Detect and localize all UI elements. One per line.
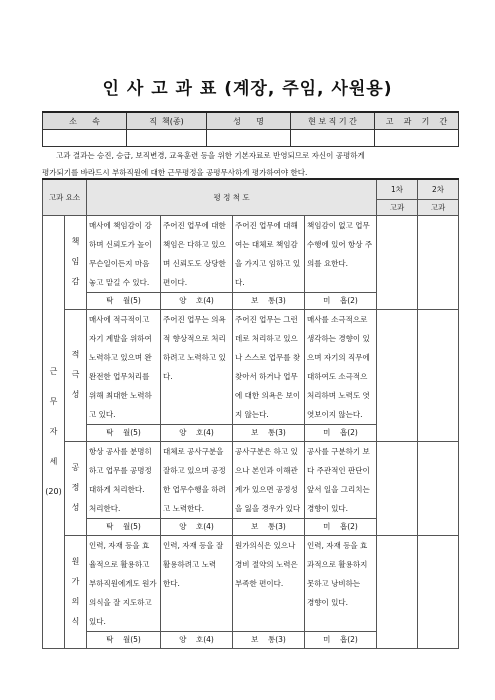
level-desc: 책임감이 없고 업무 수행에 있어 항상 주 의를 요한다. — [305, 215, 377, 292]
item-label-responsibility — [65, 215, 87, 309]
grade-label: 미 흡(2) — [305, 631, 377, 648]
level-desc: 주어진 업무는 의욕 적 향상적으로 처리 하려고 노력하고 있 다. — [161, 309, 233, 424]
header-score-1: 고과 — [377, 199, 418, 215]
item-label-initiative — [65, 309, 87, 441]
grade-label: 양 호(4) — [161, 292, 233, 309]
grade-label: 미 흡(2) — [305, 518, 377, 535]
score-cell-second[interactable] — [418, 309, 459, 441]
item-label-cost-awareness — [65, 535, 87, 648]
score-cell-first[interactable] — [377, 535, 418, 648]
info-header-dept: 소 속 — [43, 112, 127, 130]
category-char: 자 — [49, 426, 58, 436]
level-desc: 주어진 업무는 그런 데로 처리하고 있으 나 스스로 업무를 찾 찾아서 하거나 업무 에 대한 의욕은 보이 지 않는다. — [233, 309, 305, 424]
grade-label: 보 통(3) — [233, 424, 305, 441]
grade-label: 미 흡(2) — [305, 292, 377, 309]
item-char: 극 — [71, 370, 80, 379]
level-desc: 공사를 구분하기 보 다 주관적인 판단이 앞서 일을 그리치는 경향이 있다. — [305, 441, 377, 518]
grade-label: 양 호(4) — [161, 518, 233, 535]
note-line-2: 평가되기를 바라드시 부하직원에 대한 근무평정을 공평무사하게 평가하여야 한다. — [42, 168, 308, 177]
level-desc: 대체로 공사구분을 잘하고 있으며 공정 한 업무수행을 하려 고 노력한다. — [161, 441, 233, 518]
grade-label: 탁 월(5) — [87, 424, 161, 441]
item-char: 감 — [71, 277, 80, 286]
item-label-fairness — [65, 441, 87, 535]
info-header-position: 직 책(종) — [127, 112, 207, 130]
category-char: 세 — [49, 456, 58, 466]
level-desc: 주어진 업무에 대해 여는 대체로 책임감 을 가지고 임하고 있 다. — [233, 215, 305, 292]
level-desc: 항상 공사를 분명히 하고 업무를 공명정 대하게 처리한다. 처리한다. — [87, 441, 161, 518]
header-second: 2차 — [418, 179, 459, 199]
header-first: 1차 — [377, 179, 418, 199]
info-cell-period[interactable] — [375, 130, 459, 147]
level-desc: 인력, 자재 등을 효 율적으로 활용하고 부하직원에게도 원가 의식을 잘 지도하고 있다. — [87, 535, 161, 631]
evaluation-table — [42, 178, 459, 649]
item-char: 원 — [71, 556, 80, 566]
item-char: 임 — [71, 257, 80, 266]
grade-label: 탁 월(5) — [87, 631, 161, 648]
level-desc: 인력, 자재 등을 잘 활용하려고 노력 한다. — [161, 535, 233, 631]
info-header-tenure: 현 보 직 기 간 — [291, 112, 375, 130]
category-weight: (20) — [45, 486, 62, 496]
item-char: 정 — [71, 483, 80, 492]
score-cell-first[interactable] — [377, 441, 418, 535]
grade-label: 양 호(4) — [161, 424, 233, 441]
grade-label: 탁 월(5) — [87, 292, 161, 309]
info-cell-name[interactable] — [207, 130, 291, 147]
grade-label: 양 호(4) — [161, 631, 233, 648]
info-table — [42, 111, 459, 147]
level-desc: 공사구분은 하고 있 으나 본인과 이해관 계가 있으면 공정성 을 잃을 경우가 있다 — [233, 441, 305, 518]
grade-label: 보 통(3) — [233, 631, 305, 648]
grade-label: 보 통(3) — [233, 518, 305, 535]
level-desc: 인력, 자재 등을 효 과적으로 활용하지 못하고 낭비하는 경향이 있다. — [305, 535, 377, 631]
level-desc: 주어진 업무에 대한 책임은 다하고 있으 며 신뢰도도 상당한 편이다. — [161, 215, 233, 292]
note-line-1: 고과 결과는 승진, 승급, 보직변경, 교육훈련 등을 위한 기본자료로 반영되므로 자신이 공평하게 — [56, 151, 365, 160]
info-cell-dept[interactable] — [43, 130, 127, 147]
instruction-note — [42, 147, 458, 181]
header-criteria: 평 정 척 도 — [87, 179, 377, 215]
category-label — [43, 215, 65, 648]
grade-label: 탁 월(5) — [87, 518, 161, 535]
info-cell-position[interactable] — [127, 130, 207, 147]
page-title: 인 사 고 과 표 (계장, 주임, 사원용) — [102, 79, 393, 99]
header-score-2: 고과 — [418, 199, 459, 215]
item-char: 책 — [71, 237, 80, 246]
item-char: 성 — [71, 503, 80, 512]
item-char: 가 — [71, 576, 80, 586]
header-element: 고과 요소 — [43, 179, 87, 215]
score-cell-second[interactable] — [418, 215, 459, 309]
grade-label: 보 통(3) — [233, 292, 305, 309]
score-cell-second[interactable] — [418, 441, 459, 535]
item-char: 적 — [71, 350, 80, 359]
score-cell-first[interactable] — [377, 215, 418, 309]
level-desc: 매사에 책임감이 강 하며 신뢰도가 높이 무슨일이든지 마음 놓고 맡길 수 있다. — [87, 215, 161, 292]
grade-label: 미 흡(2) — [305, 424, 377, 441]
level-desc: 매사에 적극적이고 자기 계발을 위하여 노력하고 있으며 완 완전한 업무처리를 위해 최대한 노력하 고 있다. — [87, 309, 161, 424]
item-char: 식 — [71, 616, 80, 626]
level-desc: 원가의식은 있으나 경비 절약의 노력은 부족한 편이다. — [233, 535, 305, 631]
item-char: 공 — [71, 463, 80, 472]
score-cell-second[interactable] — [418, 535, 459, 648]
info-cell-tenure[interactable] — [291, 130, 375, 147]
category-char: 근 — [49, 366, 58, 376]
level-desc: 매사를 소극적으로 생각하는 경향이 있 으며 자기의 직무에 대하여도 소극적으 처리하며 노력도 엿 엿보이지 않는다. — [305, 309, 377, 424]
info-header-period: 고 과 기 간 — [375, 112, 459, 130]
item-char: 의 — [71, 596, 80, 606]
category-char: 무 — [49, 396, 58, 406]
info-header-name: 성 명 — [207, 112, 291, 130]
score-cell-first[interactable] — [377, 309, 418, 441]
item-char: 성 — [71, 390, 80, 399]
